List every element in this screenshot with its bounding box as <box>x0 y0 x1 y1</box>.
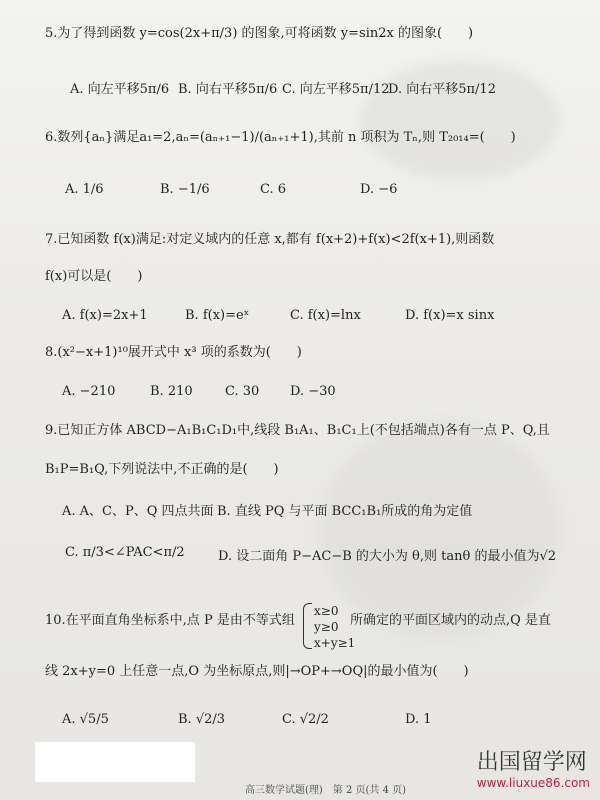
q5-option-b: B. 向右平移5π/6 <box>178 82 278 97</box>
inequality-3: x+y≥1 <box>314 636 356 651</box>
q5-option-a: A. 向左平移5π/6 <box>70 82 170 97</box>
bleed-stain <box>320 420 560 640</box>
q6-option-d: D. −6 <box>360 182 398 197</box>
question-6-stem: 6.数列{aₙ}满足a₁=2,aₙ=(aₙ₊₁−1)/(aₙ₊₁+1),其前 n 项积为 Tₙ,则 T₂₀₁₄=( ) <box>45 130 516 145</box>
question-7-stem-line2: f(x)可以是( ) <box>45 269 143 284</box>
q5-option-d: D. 向右平移5π/12 <box>388 82 496 97</box>
inequality-1: x≥0 <box>314 604 339 618</box>
question-7-stem: 7.已知函数 f(x)满足:对定义域内的任意 x,都有 f(x+2)+f(x)<2f(x+1),则函数 <box>45 232 495 247</box>
question-9-stem-line2: B₁P=B₁Q,下列说法中,不正确的是( ) <box>45 462 279 477</box>
q9-option-b: B. 直线 PQ 与平面 BCC₁B₁所成的角为定值 <box>217 504 473 519</box>
white-patch <box>35 742 195 782</box>
question-10-stem-pre: 10.在平面直角坐标系中,点 P 是由不等式组 <box>45 613 295 628</box>
question-9-stem: 9.已知正方体 ABCD−A₁B₁C₁D₁中,线段 B₁A₁、B₁C₁上(不包括端点)各有一点 P、Q,且 <box>45 423 550 438</box>
q7-option-d: D. f(x)=x sinx <box>405 308 495 323</box>
q7-option-b: B. f(x)=eˣ <box>185 308 250 323</box>
q8-option-d: D. −30 <box>290 384 336 399</box>
question-10-stem-line2: 线 2x+y=0 上任意一点,O 为坐标原点,则|→OP+→OQ|的最小值为( ) <box>45 664 469 679</box>
q7-option-c: C. f(x)=lnx <box>290 308 361 323</box>
watermark-url: www.liuxue86.com <box>476 776 590 790</box>
question-5-stem: 5.为了得到函数 y=cos(2x+π/3) 的图象,可将函数 y=sin2x 的图象( ) <box>45 26 474 41</box>
q10-option-a: A. √5/5 <box>62 712 109 727</box>
q9-option-a: A. A、C、P、Q 四点共面 <box>62 504 214 519</box>
q8-option-a: A. −210 <box>62 384 116 399</box>
q7-option-a: A. f(x)=2x+1 <box>62 308 148 323</box>
site-watermark <box>477 745 590 790</box>
q10-option-c: C. √2/2 <box>282 712 329 727</box>
q6-option-a: A. 1/6 <box>65 182 104 197</box>
watermark-title: 出国留学网 <box>476 750 587 775</box>
page-footer: 高三数学试题(理) 第 2 页(共 4 页) <box>245 785 407 796</box>
q6-option-c: C. 6 <box>260 182 287 197</box>
inequality-2: y≥0 <box>314 620 339 635</box>
q8-option-c: C. 30 <box>225 384 260 399</box>
q10-option-b: B. √2/3 <box>178 712 226 727</box>
question-10-stem-post: 所确定的平面区域内的动点,Q 是直 <box>350 613 551 628</box>
question-8-stem: 8.(x²−x+1)¹⁰展开式中 x³ 项的系数为( ) <box>45 345 302 360</box>
q9-option-c: C. π/3<∠PAC<π/2 <box>65 545 185 560</box>
q5-option-c: C. 向左平移5π/12 <box>282 82 390 97</box>
q9-option-d: D. 设二面角 P−AC−B 的大小为 θ,则 tanθ 的最小值为√2 <box>218 549 556 564</box>
q10-option-d: D. 1 <box>405 712 432 727</box>
inequality-brace <box>303 603 312 649</box>
q6-option-b: B. −1/6 <box>160 182 210 197</box>
q8-option-b: B. 210 <box>150 384 193 399</box>
